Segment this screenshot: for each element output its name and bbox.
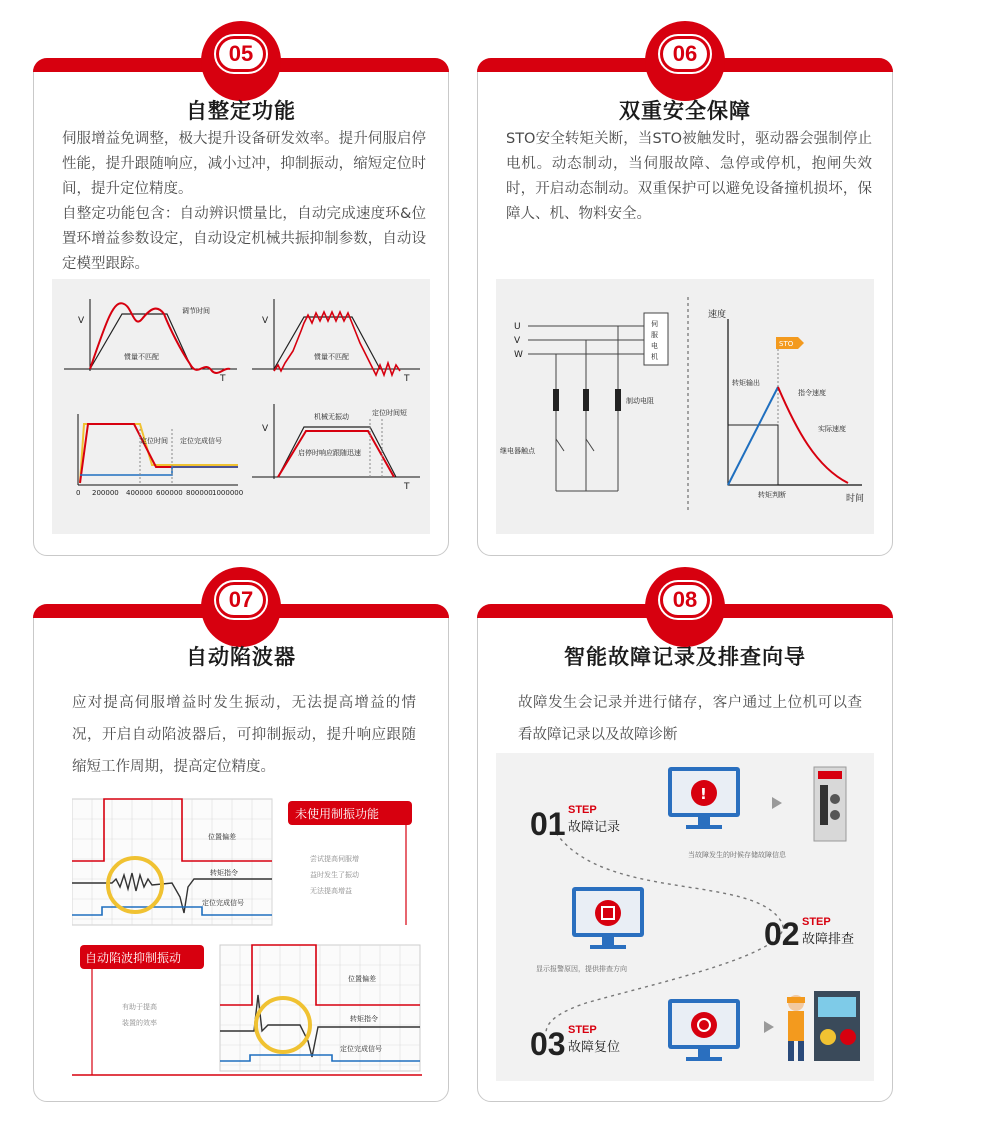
servo-drive-icon (814, 767, 846, 841)
axis-v: V (262, 424, 269, 434)
note-line: 益时发生了振动 (310, 871, 359, 879)
label-no-vibration: 机械无振动 (314, 413, 349, 421)
step-tag: STEP (568, 804, 597, 816)
label-v: V (514, 336, 521, 346)
motor-label: 服 (651, 331, 658, 339)
tag-without-notch (288, 801, 412, 925)
axis-t: T (404, 482, 410, 492)
step-number: 03 (530, 1026, 566, 1062)
engineer-machine-icon (787, 991, 860, 1061)
motor-label: 伺 (651, 320, 658, 328)
card-fault-record (477, 587, 893, 1102)
tick: 200000 (92, 489, 119, 497)
label-torque-cmd: 转矩指令 (210, 869, 238, 877)
step-label: 故障复位 (568, 1040, 621, 1055)
label-relay: 继电器触点 (500, 447, 535, 455)
safety-figure (496, 279, 874, 534)
label-torque-judge: 转矩判断 (758, 491, 786, 499)
step-caption: 显示报警原因，提供排查方向 (536, 965, 627, 973)
label-pos-done: 定位完成信号 (340, 1045, 382, 1053)
card-title: 双重安全保障 (619, 99, 751, 123)
label-sto: STO (779, 340, 794, 348)
axis-v: V (262, 316, 269, 326)
card-description: 故障发生会记录并进行储存，客户通过上位机可以查看故障记录以及故障诊断 (518, 695, 862, 743)
label-pos-done: 定位完成信号 (202, 899, 244, 907)
step-2 (536, 887, 854, 974)
tick: 800000 (186, 489, 213, 497)
step-number: 02 (764, 916, 800, 952)
label-actual-speed: 实际速度 (818, 425, 846, 433)
step-label: 故障记录 (568, 820, 621, 835)
label-inertia-mismatch: 惯量不匹配 (314, 353, 349, 361)
dynamic-brake-circuit (500, 297, 688, 511)
tick: 600000 (156, 489, 183, 497)
label-brake-resistor: 制动电阻 (626, 397, 654, 405)
label-short-position-time: 定位时间短 (372, 409, 407, 417)
card-number: 07 (216, 582, 266, 618)
motor-label: 机 (651, 353, 658, 361)
card-number: 06 (660, 36, 710, 72)
chart-after-tuning (252, 404, 420, 492)
card-number-badge (201, 21, 281, 101)
label-cmd-speed: 指令速度 (798, 389, 826, 397)
tag-label-off: 未使用制振功能 (295, 807, 380, 821)
scope-with-notch (220, 945, 420, 1071)
monitor-alert-icon (668, 767, 740, 829)
label-pos-error: 位置偏差 (208, 833, 236, 841)
fault-guide-figure (496, 753, 874, 1081)
card-auto-tuning (33, 41, 449, 556)
label-settle-time: 调节时间 (182, 307, 210, 315)
card-number-badge (645, 21, 725, 101)
chart-positioning (76, 414, 243, 497)
label-w: W (514, 350, 523, 360)
chart-vibration (252, 299, 420, 384)
axis-time: 时间 (846, 494, 865, 504)
tick: 1000000 (212, 489, 244, 497)
axis-v: V (78, 316, 85, 326)
sto-speed-chart (708, 308, 864, 504)
tick: 400000 (126, 489, 153, 497)
label-pos-error: 位置偏差 (348, 975, 376, 983)
step-tag: STEP (568, 1024, 597, 1036)
step-caption: 当故障发生的时候存储故障信息 (688, 851, 786, 859)
auto-tuning-figure (52, 279, 430, 534)
arrow-right-icon (764, 1021, 774, 1033)
card-description: STO安全转矩关断，当STO被触发时，驱动器会强制停止电机。动态制动，当伺服故障、急停或停机，抱闸失效时，开启动态制动。双重保护可以避免设备撞机损坏，保障人、机、物料安全。 (506, 131, 872, 222)
step-number: 01 (530, 806, 566, 842)
card-title: 自整定功能 (186, 99, 296, 123)
card-number-badge (201, 567, 281, 647)
card-title: 自动陷波器 (186, 645, 296, 669)
label-fast-response: 启停时响应跟随迅速 (298, 449, 361, 457)
step-label: 故障排查 (802, 932, 855, 947)
label-position-done: 定位完成信号 (180, 437, 222, 445)
svg-text:!: ! (700, 785, 707, 803)
card-description: 应对提高伺服增益时发生振动，无法提高增益的情况，开启自动陷波器后，可抑制振动，提升响应跟随缩短工作周期，提高定位精度。 (72, 695, 416, 775)
note-line: 无法提高增益 (310, 887, 352, 895)
card-description-2: 自整定功能包含：自动辨识惯量比，自动完成速度环&位置环增益参数设定，自动设定机械共振抑制参数，自动设定模型跟踪。 (62, 206, 426, 272)
axis-t: T (404, 374, 410, 384)
monitor-reset-icon (668, 999, 740, 1061)
card-number: 05 (216, 36, 266, 72)
label-position-time: 定位时间 (140, 437, 168, 445)
scope-without-notch (72, 799, 272, 925)
note-line: 尝试提高伺服增 (310, 855, 359, 863)
axis-speed: 速度 (708, 310, 727, 320)
note-line: 装置的效率 (122, 1019, 157, 1027)
card-number-badge (645, 567, 725, 647)
label-torque-out: 转矩输出 (732, 379, 760, 387)
motor-label: 电 (651, 342, 658, 350)
step-tag: STEP (802, 916, 831, 928)
note-line: 有助于提高 (122, 1003, 157, 1011)
monitor-diagnose-icon (572, 887, 644, 949)
card-description: 伺服增益免调整，极大提升设备研发效率。提升伺服启停性能，提升跟随响应，减小过冲，抑制振动，缩短定位时间，提升定位精度。 (62, 131, 426, 197)
tag-label-on: 自动陷波抑制振动 (85, 951, 182, 965)
notch-figure (72, 795, 422, 1087)
chart-before-tuning (64, 299, 237, 384)
card-title: 智能故障记录及排查向导 (564, 645, 806, 669)
card-number: 08 (660, 582, 710, 618)
tick: 0 (76, 489, 81, 497)
arrow-right-icon (772, 797, 782, 809)
label-u: U (514, 322, 521, 332)
label-torque-cmd: 转矩指令 (350, 1015, 378, 1023)
card-dual-safety (477, 41, 893, 556)
step-1 (530, 767, 846, 859)
card-auto-notch (33, 587, 449, 1102)
step-3 (530, 991, 860, 1062)
label-inertia-mismatch: 惯量不匹配 (124, 353, 159, 361)
axis-t: T (220, 374, 226, 384)
